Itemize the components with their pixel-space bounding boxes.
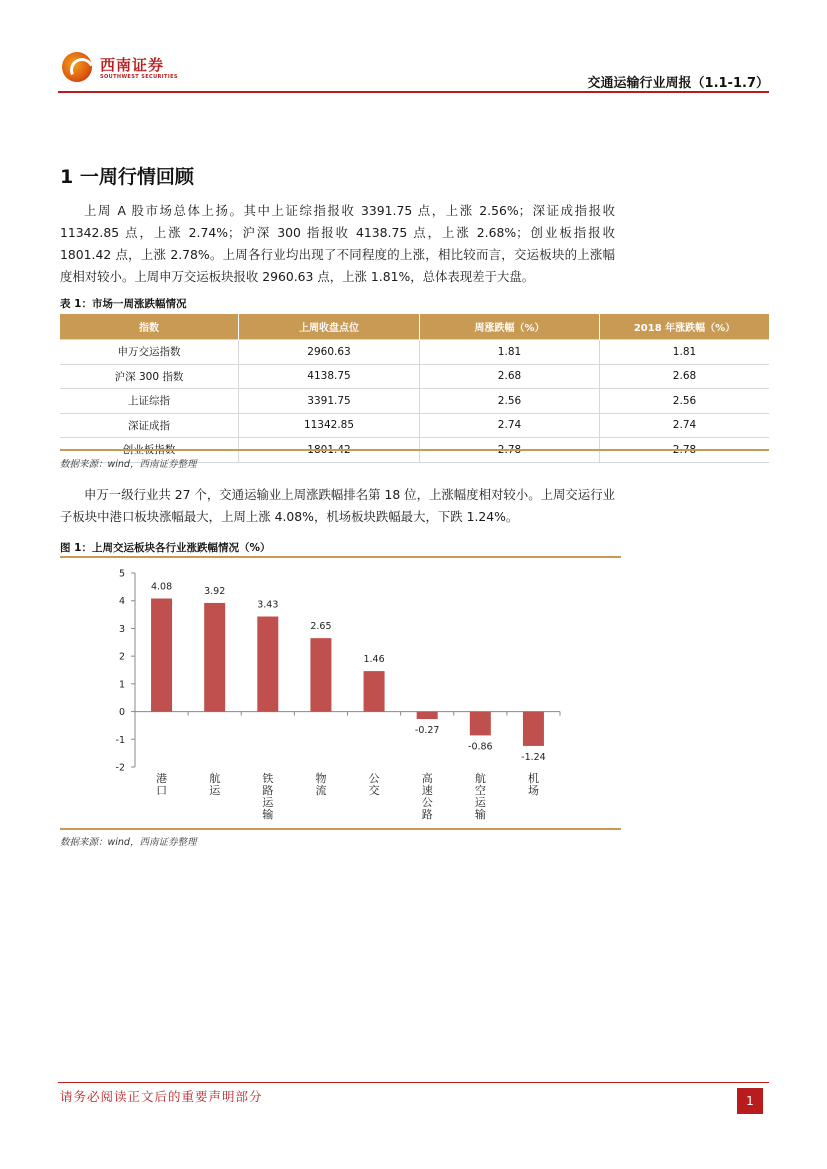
figure-source: 数据来源：wind，西南证券整理 [60,837,197,848]
y-tick-label: -2 [115,762,125,774]
section-title: 1 一周行情回顾 [60,166,194,188]
table-cell: 2.56 [420,389,600,414]
table-header-cell: 周涨跌幅（%） [420,314,600,340]
data-label: 2.65 [310,621,332,633]
data-label: 3.92 [204,585,226,597]
table-cell: 3391.75 [239,389,420,414]
footer-divider [58,1082,769,1083]
x-category-label: 港 [156,772,168,785]
x-category-label: 航 [474,772,486,785]
table-cell: 11342.85 [239,413,420,438]
table-header-cell: 上周收盘点位 [239,314,420,340]
x-category-label: 速 [421,784,433,797]
header-divider [58,91,769,93]
table-cell: 上证综指 [60,389,239,414]
x-category-label: 铁 [262,772,274,785]
data-label: -0.86 [468,741,493,753]
bar [364,671,385,711]
table-cell: 2.74 [420,413,600,438]
x-category-label: 机 [527,772,539,785]
table-header-row [60,314,769,340]
x-category-label: 流 [315,784,327,797]
x-category-label: 高 [421,772,433,785]
table-source: 数据来源：wind，西南证券整理 [60,459,197,470]
figure-bottom-rule [60,828,621,830]
data-label: 3.43 [257,599,279,611]
x-category-label: 物 [315,772,327,785]
table-cell: 1.81 [600,340,770,365]
bar [151,598,172,711]
bar [257,617,278,712]
y-tick-label: 4 [118,596,125,608]
table-header-cell: 指数 [60,314,239,340]
bar [470,712,491,736]
logo-subtext: SOUTHWEST SECURITIES [100,74,178,80]
y-tick-label: 3 [118,623,125,635]
report-title: 交通运输行业周报（1.1-1.7） [587,76,769,91]
bar [523,712,544,746]
data-label: -1.24 [521,751,546,763]
x-category-label: 运 [474,796,486,809]
bar [204,603,225,712]
x-category-label: 口 [156,784,168,797]
x-category-label: 运 [262,796,274,809]
paragraph-market-review: 上周 A 股市场总体上扬。其中上证综指报收 3391.75 点，上涨 2.56%；深证成指报收 11342.85 点，上涨 2.74%；沪深 300 指报收 4138.75 点，上涨 2.68%；创业板指报收 1801.42 点，上涨 2.78%。上周各行业均出现了不同程度的上涨，相比较而言，交运板块的上涨幅度相对较小。上周申万交运板块报收 2960.63 点，上涨 1.81%，总体表现差于大盘。 [60,203,615,284]
page-number: 1 [737,1088,763,1114]
bar-chart [60,560,621,826]
y-tick-label: -1 [115,734,125,746]
x-category-label: 公 [368,772,380,785]
table-row [60,340,769,365]
x-category-label: 路 [262,784,274,797]
data-label: 1.46 [363,654,385,666]
bar [417,712,438,719]
table-cell: 2.74 [600,413,770,438]
x-category-label: 运 [209,784,221,797]
x-category-label: 路 [421,808,433,821]
table-cell: 2.56 [600,389,770,414]
y-tick-label: 2 [118,651,125,663]
x-category-label: 航 [209,772,221,785]
footer-disclaimer: 请务必阅读正文后的重要声明部分 [60,1089,263,1104]
paragraph-sector-review: 申万一级行业共 27 个，交通运输业上周涨跌幅排名第 18 位，上涨幅度相对较小。上周交运行业子板块中港口板块涨幅最大，上周上涨 4.08%，机场板块跌幅最大，下跌 1.24%。 [60,487,615,524]
data-label: -0.27 [414,725,440,737]
x-category-label: 场 [527,784,539,797]
x-category-label: 输 [262,808,274,821]
logo-text: 西南证券 [100,56,165,74]
table-row [60,364,769,389]
x-category-label: 输 [474,808,486,821]
y-tick-label: 0 [118,707,125,719]
table-cell: 申万交运指数 [60,340,239,365]
table-cell: 2.68 [420,364,600,389]
market-table [60,314,769,463]
table-cell: 沪深 300 指数 [60,364,239,389]
x-category-label: 交 [368,784,380,797]
table-caption: 表 1：市场一周涨跌幅情况 [60,298,187,310]
table-cell: 2960.63 [239,340,420,365]
x-category-label: 空 [474,784,486,797]
y-tick-label: 1 [118,679,125,691]
table-cell: 1.81 [420,340,600,365]
y-tick-label: 5 [118,568,125,580]
figure-top-rule [60,556,621,558]
table-header-cell: 2018 年涨跌幅（%） [600,314,770,340]
table-cell: 2.68 [600,364,770,389]
table-cell: 4138.75 [239,364,420,389]
table-bottom-rule [60,449,769,451]
data-label: 4.08 [150,581,173,593]
table-row [60,389,769,414]
figure-caption: 图 1：上周交运板块各行业涨跌幅情况（%） [60,542,271,554]
bar [310,638,331,711]
x-category-label: 公 [421,796,433,809]
table-row [60,413,769,438]
table-cell: 深证成指 [60,413,239,438]
